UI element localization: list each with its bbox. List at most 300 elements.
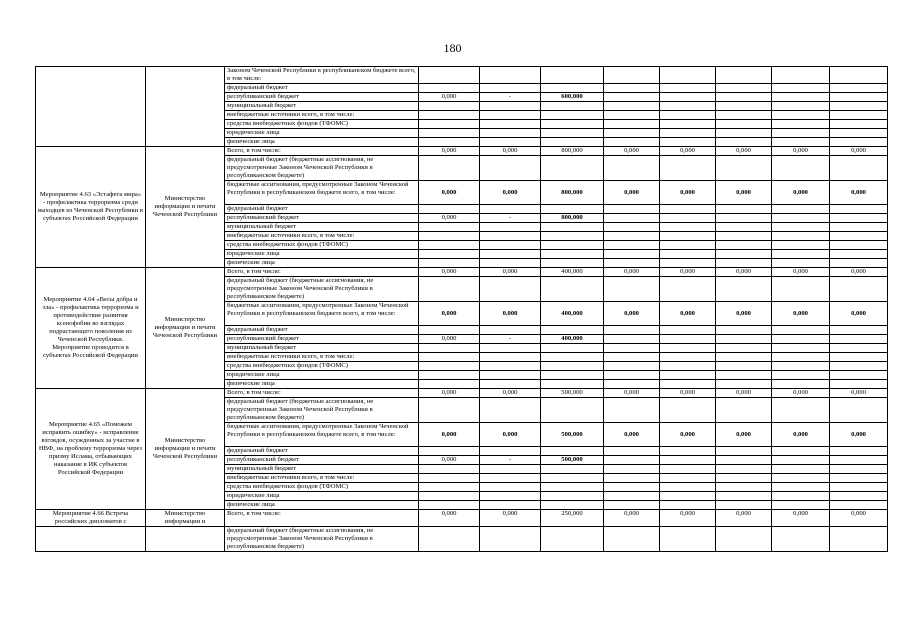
value-cell [419, 129, 480, 138]
value-cell [541, 102, 604, 111]
value-cell [716, 501, 772, 510]
cost-item-label: средства внебюджетных фондов (ТФОМС) [225, 120, 419, 129]
cost-item-label: Всего, в том числе: [225, 268, 419, 277]
value-cell [830, 241, 888, 250]
value-cell [772, 111, 830, 120]
value-cell [541, 120, 604, 129]
value-cell [716, 156, 772, 181]
value-cell [419, 398, 480, 423]
value-cell: 0,000 [419, 93, 480, 102]
value-cell [604, 250, 660, 259]
value-cell [716, 232, 772, 241]
value-cell [541, 277, 604, 302]
value-cell [604, 102, 660, 111]
value-cell [772, 353, 830, 362]
measure-name-cell [36, 67, 146, 147]
cost-item-label: юридические лица [225, 371, 419, 380]
value-cell: 0,000 [716, 510, 772, 527]
value-cell [419, 483, 480, 492]
value-cell: 0,000 [660, 181, 716, 205]
value-cell [660, 214, 716, 223]
value-cell: 800,000 [541, 147, 604, 156]
value-cell [830, 353, 888, 362]
value-cell: 0,000 [772, 302, 830, 326]
value-cell: 0,000 [716, 181, 772, 205]
value-cell [604, 129, 660, 138]
value-cell [830, 501, 888, 510]
value-cell: - [480, 214, 541, 223]
value-cell [541, 474, 604, 483]
value-cell [604, 362, 660, 371]
value-cell [772, 223, 830, 232]
value-cell [772, 380, 830, 389]
value-cell [830, 371, 888, 380]
value-cell [716, 241, 772, 250]
value-cell [541, 111, 604, 120]
value-cell [541, 326, 604, 335]
cost-item-label: федеральный бюджет (бюджетные ассигнования, не предусмотренные Законом Чеченской Республики в республиканском бюджете) [225, 156, 419, 181]
value-cell: 0,000 [480, 423, 541, 447]
value-cell [660, 344, 716, 353]
cost-item-label: Законом Чеченской Республики в республиканском бюджете всего, в том числе: [225, 67, 419, 84]
value-cell [541, 483, 604, 492]
value-cell [716, 93, 772, 102]
value-cell [660, 102, 716, 111]
value-cell [660, 111, 716, 120]
value-cell [604, 223, 660, 232]
value-cell [419, 120, 480, 129]
value-cell: 800,000 [541, 214, 604, 223]
value-cell [480, 156, 541, 181]
value-cell [604, 456, 660, 465]
value-cell: 0,000 [419, 147, 480, 156]
value-cell [772, 93, 830, 102]
value-cell [830, 93, 888, 102]
measure-name-cell: Мероприятие 4.65 «Поможем исправить ошибку» - исправление взглядов, осужденных за участие в НВФ, на проблему терроризма через призму Ислама, отбывающих наказание в ИК субъектов Российской Федерации [36, 389, 146, 510]
value-cell [716, 380, 772, 389]
value-cell [480, 474, 541, 483]
value-cell [716, 326, 772, 335]
cost-item-label: юридические лица [225, 492, 419, 501]
value-cell [480, 205, 541, 214]
value-cell [541, 344, 604, 353]
value-cell: 0,000 [419, 335, 480, 344]
value-cell [772, 456, 830, 465]
cost-item-label: федеральный бюджет [225, 205, 419, 214]
value-cell [480, 501, 541, 510]
value-cell [772, 205, 830, 214]
value-cell: 0,000 [604, 389, 660, 398]
value-cell [660, 335, 716, 344]
value-cell [660, 362, 716, 371]
value-cell [419, 492, 480, 501]
value-cell [541, 380, 604, 389]
value-cell: 0,000 [830, 510, 888, 527]
value-cell [716, 205, 772, 214]
value-cell [772, 335, 830, 344]
value-cell: 0,000 [660, 268, 716, 277]
value-cell [419, 102, 480, 111]
value-cell [660, 353, 716, 362]
measure-name-cell: Мероприятие 4.63 «Эстафета мира» - профилактика терроризма среди выходцев из Чеченской Республики в субъектах Российской Федерации [36, 147, 146, 268]
executor-cell: Министерство информации и печати Чеченской Республики [146, 389, 225, 510]
value-cell [480, 447, 541, 456]
cost-item-label: муниципальный бюджет [225, 223, 419, 232]
value-cell [604, 474, 660, 483]
value-cell [604, 371, 660, 380]
value-cell [830, 120, 888, 129]
value-cell: 0,000 [772, 510, 830, 527]
value-cell: 0,000 [830, 389, 888, 398]
value-cell [541, 232, 604, 241]
value-cell [419, 465, 480, 474]
value-cell [541, 371, 604, 380]
value-cell [541, 259, 604, 268]
value-cell [830, 214, 888, 223]
table-row [36, 510, 888, 527]
value-cell [604, 501, 660, 510]
value-cell [541, 223, 604, 232]
value-cell [772, 344, 830, 353]
value-cell: 400,000 [541, 268, 604, 277]
cost-item-label: средства внебюджетных фондов (ТФОМС) [225, 483, 419, 492]
value-cell: 0,000 [660, 302, 716, 326]
value-cell [830, 205, 888, 214]
value-cell: 400,000 [541, 335, 604, 344]
value-cell [604, 259, 660, 268]
value-cell [480, 371, 541, 380]
value-cell [772, 138, 830, 147]
value-cell [604, 465, 660, 474]
value-cell [716, 138, 772, 147]
value-cell: 250,000 [541, 510, 604, 527]
value-cell [604, 326, 660, 335]
value-cell [660, 93, 716, 102]
value-cell [716, 465, 772, 474]
value-cell [716, 277, 772, 302]
value-cell [660, 277, 716, 302]
value-cell [830, 67, 888, 84]
value-cell [604, 214, 660, 223]
value-cell [716, 474, 772, 483]
cost-item-label: республиканский бюджет [225, 214, 419, 223]
cost-item-label: федеральный бюджет (бюджетные ассигнования, не предусмотренные Законом Чеченской Республики в республиканском бюджете) [225, 277, 419, 302]
value-cell: 0,000 [830, 302, 888, 326]
value-cell [480, 259, 541, 268]
value-cell [660, 67, 716, 84]
cost-item-label: республиканский бюджет [225, 335, 419, 344]
value-cell [716, 353, 772, 362]
value-cell [541, 527, 604, 552]
value-cell [772, 156, 830, 181]
cost-item-label: бюджетные ассигнования, предусмотренные Законом Чеченской Республики в республиканском бюджете всего, в том числе: [225, 302, 419, 326]
value-cell: 0,000 [480, 181, 541, 205]
value-cell [480, 102, 541, 111]
value-cell [830, 138, 888, 147]
measure-name-cell: Мероприятие 4.66 Встреча российских дипломатов с [36, 510, 146, 527]
value-cell [604, 398, 660, 423]
value-cell: 0,000 [772, 147, 830, 156]
executor-cell: Министерство информации и печати Чеченской Республики [146, 268, 225, 389]
measure-name-cell [36, 527, 146, 552]
value-cell [772, 527, 830, 552]
value-cell [660, 380, 716, 389]
value-cell [419, 67, 480, 84]
value-cell [830, 156, 888, 181]
value-cell [480, 326, 541, 335]
value-cell: 0,000 [830, 423, 888, 447]
value-cell [772, 129, 830, 138]
value-cell [419, 205, 480, 214]
cost-item-label: внебюджетные источники всего, в том числе: [225, 474, 419, 483]
value-cell [772, 102, 830, 111]
value-cell [830, 474, 888, 483]
value-cell [830, 250, 888, 259]
value-cell: 0,000 [604, 302, 660, 326]
cost-item-label: физические лица [225, 138, 419, 147]
value-cell [480, 67, 541, 84]
value-cell [604, 232, 660, 241]
value-cell [716, 398, 772, 423]
value-cell [772, 501, 830, 510]
value-cell [419, 527, 480, 552]
value-cell [480, 84, 541, 93]
value-cell [716, 214, 772, 223]
value-cell [772, 326, 830, 335]
value-cell [660, 398, 716, 423]
cost-item-label: внебюджетные источники всего, в том числе: [225, 353, 419, 362]
value-cell: 500,000 [541, 423, 604, 447]
value-cell: 0,000 [772, 268, 830, 277]
value-cell [716, 492, 772, 501]
value-cell: - [480, 335, 541, 344]
value-cell: 0,000 [419, 423, 480, 447]
value-cell [660, 223, 716, 232]
value-cell [716, 456, 772, 465]
value-cell: 0,000 [480, 268, 541, 277]
value-cell [716, 67, 772, 84]
value-cell [772, 371, 830, 380]
cost-item-label: физические лица [225, 259, 419, 268]
value-cell: 600,000 [541, 93, 604, 102]
value-cell [716, 223, 772, 232]
value-cell [716, 483, 772, 492]
value-cell [660, 501, 716, 510]
value-cell [830, 129, 888, 138]
value-cell [480, 492, 541, 501]
value-cell [604, 447, 660, 456]
cost-item-label: Всего, в том числе: [225, 510, 419, 527]
value-cell [772, 67, 830, 84]
value-cell [716, 362, 772, 371]
value-cell: 0,000 [480, 389, 541, 398]
table-row [36, 268, 888, 277]
value-cell [660, 371, 716, 380]
value-cell: 0,000 [660, 423, 716, 447]
value-cell [772, 232, 830, 241]
value-cell [480, 120, 541, 129]
value-cell [604, 156, 660, 181]
cost-item-label: республиканский бюджет [225, 456, 419, 465]
value-cell [660, 156, 716, 181]
value-cell [830, 398, 888, 423]
value-cell [660, 250, 716, 259]
value-cell [604, 84, 660, 93]
value-cell: 0,000 [480, 147, 541, 156]
cost-item-label: федеральный бюджет (бюджетные ассигнования, не предусмотренные Законом Чеченской Республики в республиканском бюджете) [225, 398, 419, 423]
value-cell [419, 138, 480, 147]
value-cell [716, 102, 772, 111]
value-cell [541, 501, 604, 510]
value-cell: - [480, 93, 541, 102]
value-cell [830, 335, 888, 344]
table-row [36, 147, 888, 156]
value-cell [419, 362, 480, 371]
value-cell [660, 129, 716, 138]
measure-name-cell: Мероприятие 4.64 «Весы добра и зла» - профилактика терроризма и противодействие развития ксенофобии во взглядах подрастающего поколения из Чеченской Республики. Мероприятие проводится в субъектах Российской Федерации [36, 268, 146, 389]
value-cell [716, 527, 772, 552]
value-cell [604, 277, 660, 302]
value-cell [716, 120, 772, 129]
executor-cell: Министерство информации и [146, 510, 225, 527]
value-cell [480, 362, 541, 371]
executor-cell [146, 527, 225, 552]
value-cell [830, 447, 888, 456]
value-cell [419, 250, 480, 259]
value-cell: - [480, 456, 541, 465]
value-cell [660, 241, 716, 250]
value-cell [772, 241, 830, 250]
cost-item-label: внебюджетные источники всего, в том числе: [225, 111, 419, 120]
value-cell [604, 353, 660, 362]
value-cell [716, 250, 772, 259]
value-cell [772, 277, 830, 302]
table-row [36, 389, 888, 398]
value-cell [772, 84, 830, 93]
value-cell [772, 259, 830, 268]
value-cell [772, 474, 830, 483]
value-cell: 0,000 [604, 423, 660, 447]
value-cell [604, 93, 660, 102]
value-cell: 0,000 [419, 302, 480, 326]
value-cell [480, 138, 541, 147]
value-cell [541, 447, 604, 456]
value-cell [419, 474, 480, 483]
value-cell [480, 111, 541, 120]
value-cell [716, 84, 772, 93]
value-cell [541, 241, 604, 250]
value-cell [419, 326, 480, 335]
cost-item-label: федеральный бюджет [225, 447, 419, 456]
value-cell [604, 111, 660, 120]
cost-item-label: муниципальный бюджет [225, 102, 419, 111]
value-cell [660, 84, 716, 93]
value-cell: 500,000 [541, 456, 604, 465]
value-cell [480, 129, 541, 138]
value-cell [419, 259, 480, 268]
value-cell: 500,000 [541, 389, 604, 398]
value-cell: 0,000 [716, 423, 772, 447]
cost-item-label: муниципальный бюджет [225, 344, 419, 353]
value-cell: 0,000 [419, 181, 480, 205]
value-cell [830, 465, 888, 474]
value-cell: 0,000 [419, 389, 480, 398]
value-cell [480, 241, 541, 250]
value-cell [716, 344, 772, 353]
value-cell [772, 465, 830, 474]
value-cell [604, 527, 660, 552]
value-cell [480, 483, 541, 492]
value-cell [480, 344, 541, 353]
value-cell [830, 232, 888, 241]
value-cell [604, 380, 660, 389]
cost-item-label: федеральный бюджет (бюджетные ассигнования, не предусмотренные Законом Чеченской Республики в республиканском бюджете) [225, 527, 419, 552]
value-cell [830, 456, 888, 465]
value-cell [772, 398, 830, 423]
value-cell [419, 223, 480, 232]
cost-item-label: средства внебюджетных фондов (ТФОМС) [225, 362, 419, 371]
value-cell [830, 223, 888, 232]
value-cell [541, 156, 604, 181]
value-cell [660, 120, 716, 129]
value-cell: 0,000 [772, 389, 830, 398]
value-cell [541, 250, 604, 259]
value-cell: 0,000 [772, 181, 830, 205]
value-cell: 400,000 [541, 302, 604, 326]
value-cell [830, 380, 888, 389]
value-cell [830, 277, 888, 302]
value-cell: 0,000 [419, 456, 480, 465]
value-cell [772, 362, 830, 371]
cost-item-label: внебюджетные источники всего, в том числе: [225, 232, 419, 241]
value-cell: 0,000 [419, 214, 480, 223]
value-cell [419, 447, 480, 456]
value-cell [830, 344, 888, 353]
value-cell [480, 398, 541, 423]
value-cell: 0,000 [604, 268, 660, 277]
value-cell [660, 447, 716, 456]
value-cell [772, 483, 830, 492]
value-cell: 0,000 [660, 510, 716, 527]
value-cell [772, 214, 830, 223]
value-cell [660, 259, 716, 268]
value-cell [830, 527, 888, 552]
value-cell: 0,000 [830, 268, 888, 277]
table-body [36, 67, 888, 552]
value-cell [419, 380, 480, 389]
cost-item-label: юридические лица [225, 250, 419, 259]
value-cell: 0,000 [419, 268, 480, 277]
value-cell [660, 465, 716, 474]
value-cell [480, 527, 541, 552]
value-cell [419, 277, 480, 302]
value-cell [419, 84, 480, 93]
value-cell: 0,000 [604, 147, 660, 156]
value-cell [660, 326, 716, 335]
cost-item-label: республиканский бюджет [225, 93, 419, 102]
value-cell [541, 138, 604, 147]
value-cell: 0,000 [830, 147, 888, 156]
value-cell [716, 111, 772, 120]
value-cell: 0,000 [830, 181, 888, 205]
value-cell [480, 353, 541, 362]
value-cell: 0,000 [604, 510, 660, 527]
value-cell [541, 205, 604, 214]
value-cell [660, 205, 716, 214]
executor-cell: Министерство информации и печати Чеченской Республики [146, 147, 225, 268]
value-cell [604, 492, 660, 501]
value-cell [772, 250, 830, 259]
